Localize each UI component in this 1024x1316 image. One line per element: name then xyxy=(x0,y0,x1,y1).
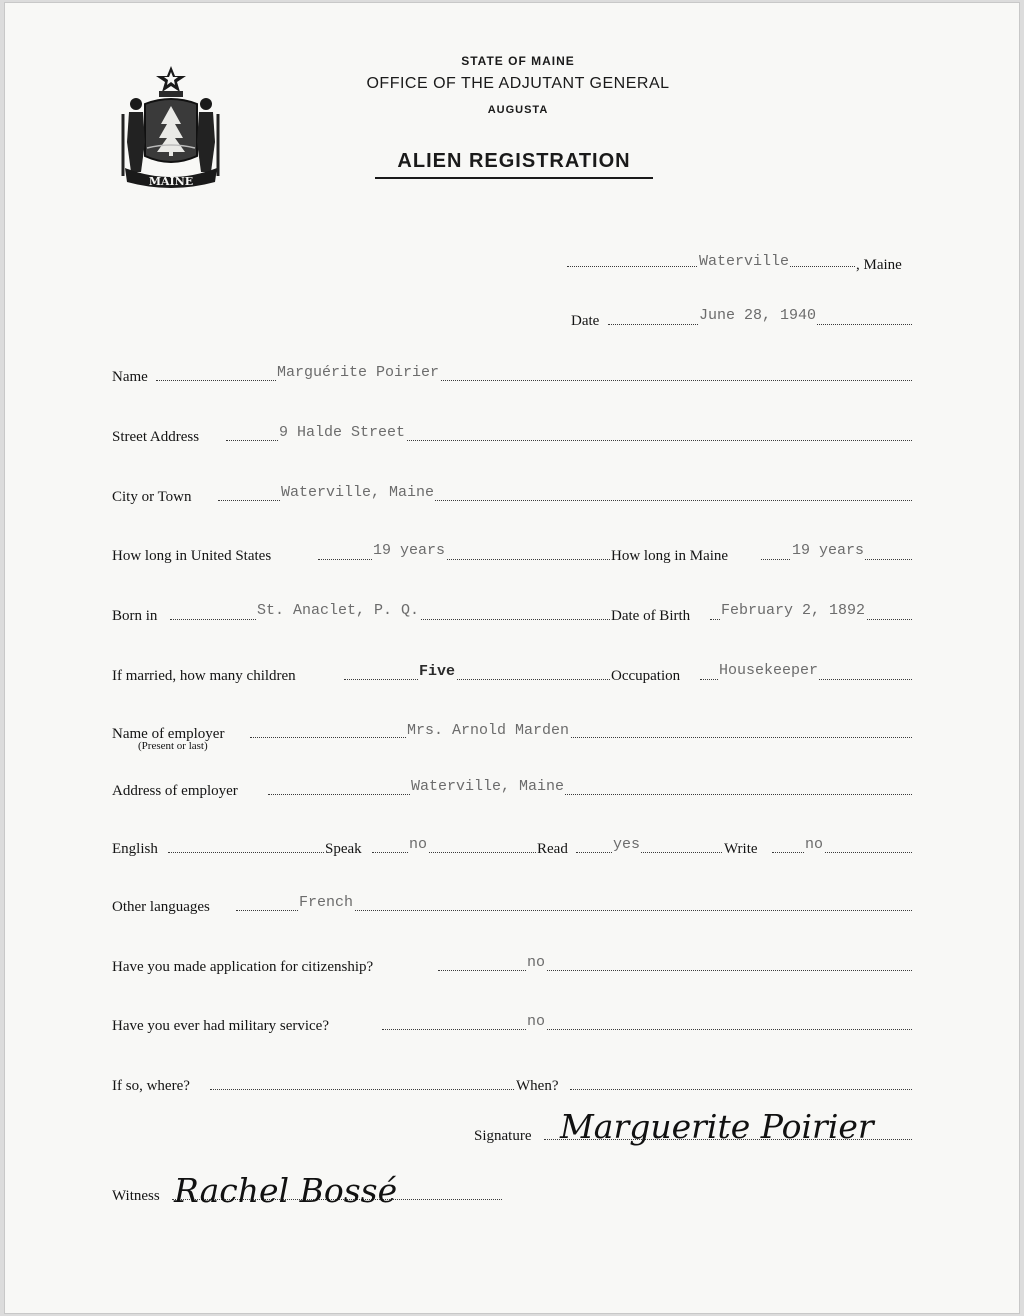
military-line xyxy=(382,1029,912,1030)
date-label: Date xyxy=(571,313,600,329)
read-line xyxy=(576,852,722,853)
street-label: Street Address xyxy=(112,429,200,445)
street-value[interactable]: 9 Halde Street xyxy=(279,424,406,441)
citizenship-line xyxy=(438,970,912,971)
read-value[interactable]: yes xyxy=(613,836,641,853)
english-label: English xyxy=(112,841,158,857)
other-languages-label: Other languages xyxy=(112,899,210,915)
employer-address-label: Address of employer xyxy=(112,783,238,799)
svg-text:Rachel Bossé: Rachel Bossé xyxy=(174,1171,398,1210)
employer-value[interactable]: Mrs. Arnold Marden xyxy=(407,722,570,739)
signature-label: Signature xyxy=(474,1128,532,1144)
date-value[interactable]: June 28, 1940 xyxy=(699,307,817,324)
children-label: If married, how many children xyxy=(112,668,296,684)
employer-address-line xyxy=(268,794,912,795)
header-state: STATE OF MAINE xyxy=(461,54,575,68)
seal-banner-text: MAINE xyxy=(148,175,194,188)
speak-label: Speak xyxy=(325,841,362,857)
born-in-value[interactable]: St. Anaclet, P. Q. xyxy=(257,602,420,619)
dob-value[interactable]: February 2, 1892 xyxy=(721,602,866,619)
dob-label: Date of Birth xyxy=(611,608,691,624)
header-city: AUGUSTA xyxy=(487,104,549,116)
registration-form xyxy=(4,2,1020,1314)
employer-address-value[interactable]: Waterville, Maine xyxy=(411,778,565,795)
children-value[interactable]: Five xyxy=(419,663,456,680)
occupation-label: Occupation xyxy=(611,668,681,684)
city-value[interactable]: Waterville, Maine xyxy=(281,484,435,501)
employer-label: Name of employer xyxy=(112,726,225,742)
name-label: Name xyxy=(112,369,148,385)
children-line xyxy=(344,679,610,680)
time-us-line xyxy=(318,559,610,560)
time-maine-value[interactable]: 19 years xyxy=(792,542,865,559)
place-value[interactable]: Waterville xyxy=(699,253,790,270)
born-in-label: Born in xyxy=(112,608,158,624)
when-label: When? xyxy=(516,1078,559,1094)
employer-line xyxy=(250,737,912,738)
form-title: ALIEN REGISTRATION xyxy=(375,150,653,179)
where-line[interactable] xyxy=(210,1089,514,1090)
write-label: Write xyxy=(724,841,758,857)
citizenship-value[interactable]: no xyxy=(527,954,546,971)
employer-note: (Present or last) xyxy=(138,740,208,752)
other-languages-value[interactable]: French xyxy=(299,894,354,911)
name-line xyxy=(156,380,912,381)
where-label: If so, where? xyxy=(112,1078,190,1094)
header-office: OFFICE OF THE ADJUTANT GENERAL xyxy=(366,75,670,92)
name-value[interactable]: Marguérite Poirier xyxy=(277,364,440,381)
write-value[interactable]: no xyxy=(805,836,824,853)
speak-value[interactable]: no xyxy=(409,836,428,853)
time-maine-label: How long in Maine xyxy=(611,548,729,564)
witness-signature xyxy=(168,1152,498,1234)
citizenship-label: Have you made application for citizenship? xyxy=(112,959,374,975)
svg-text:Marguerite Poirier: Marguerite Poirier xyxy=(560,1107,874,1146)
write-line xyxy=(772,852,912,853)
english-line xyxy=(168,852,324,853)
occupation-value[interactable]: Housekeeper xyxy=(719,662,819,679)
time-us-value[interactable]: 19 years xyxy=(373,542,446,559)
witness-label: Witness xyxy=(112,1188,160,1204)
signature-value xyxy=(552,1088,912,1170)
place-suffix: , Maine xyxy=(856,257,902,273)
time-us-label: How long in United States xyxy=(112,548,272,564)
speak-line xyxy=(372,852,536,853)
read-label: Read xyxy=(537,841,568,857)
city-label: City or Town xyxy=(112,489,192,505)
military-value[interactable]: no xyxy=(527,1013,546,1030)
military-label: Have you ever had military service? xyxy=(112,1018,329,1034)
maine-state-seal-icon xyxy=(117,64,225,192)
